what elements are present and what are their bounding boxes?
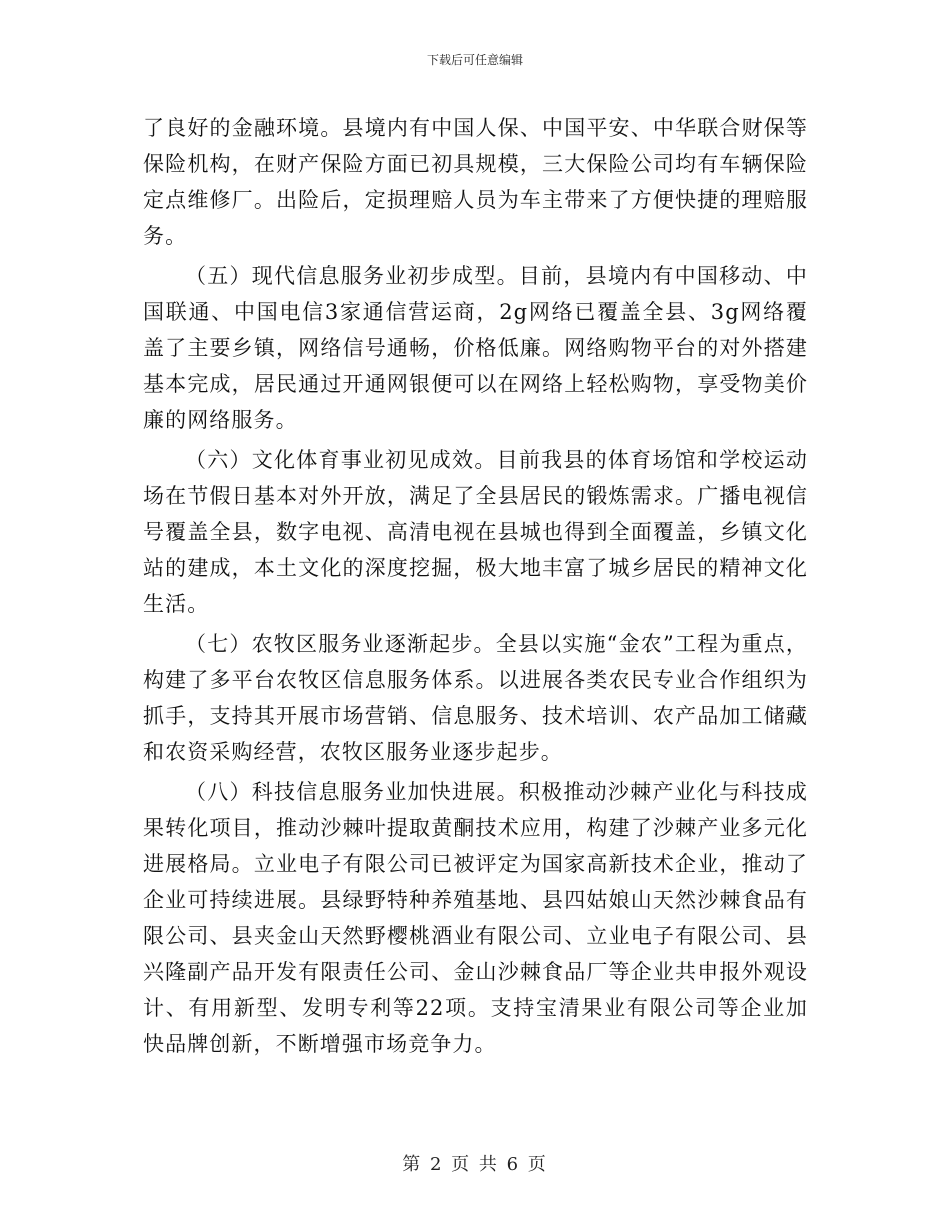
page-number-footer: 第 2 页 共 6 页	[402, 1154, 548, 1175]
page-header-note: 下载后可任意编辑	[426, 53, 523, 67]
paragraph-technology-services: （八）科技信息服务业加快进展。积极推动沙棘产业化与科技成果转化项目，推动沙棘叶提取黄酮技术应用，构建了沙棘产业多元化进展格局。立业电子有限公司已被评定为国家高新技术企业，推动了企业可持续进展。县绿野特种养殖基地、县四姑娘山天然沙棘食品有限公司、县夹金山天然野樱桃酒业有限公司、立业电子有限公司、县兴隆副产品开发有限责任公司、金山沙棘食品厂等企业共申报外观设计、有用新型、发明专利等22项。支持宝清果业有限公司等企业加快品牌创新，不断增强市场竞争力。	[143, 780, 808, 1056]
paragraph-information-services: （五）现代信息服务业初步成型。目前，县境内有中国移动、中国联通、中国电信3家通信营运商，2g网络已覆盖全县、3g网络覆盖了主要乡镇，网络信号通畅，价格低廉。网络购物平台的对外搭建基本完成，居民通过开通网银便可以在网络上轻松购物，享受物美价廉的网络服务。	[143, 264, 808, 432]
paragraph-finance-continued: 了良好的金融环境。县境内有中国人保、中国平安、中华联合财保等保险机构，在财产保险方面已初具规模，三大保险公司均有车辆保险定点维修厂。出险后，定损理赔人员为车主带来了方便快捷的理赔服务。	[143, 116, 808, 248]
paragraph-rural-services: （七）农牧区服务业逐渐起步。全县以实施“金农”工程为重点，构建了多平台农牧区信息服务体系。以进展各类农民专业合作组织为抓手，支持其开展市场营销、信息服务、技术培训、农产品加工储藏和农资采购经营，农牧区服务业逐步起步。	[143, 632, 808, 764]
paragraph-culture-sports: （六）文化体育事业初见成效。目前我县的体育场馆和学校运动场在节假日基本对外开放，满足了全县居民的锻炼需求。广播电视信号覆盖全县，数字电视、高清电视在县城也得到全面覆盖，乡镇文化站的建成，本土文化的深度挖掘，极大地丰富了城乡居民的精神文化生活。	[143, 448, 808, 616]
document-body	[143, 110, 808, 1066]
